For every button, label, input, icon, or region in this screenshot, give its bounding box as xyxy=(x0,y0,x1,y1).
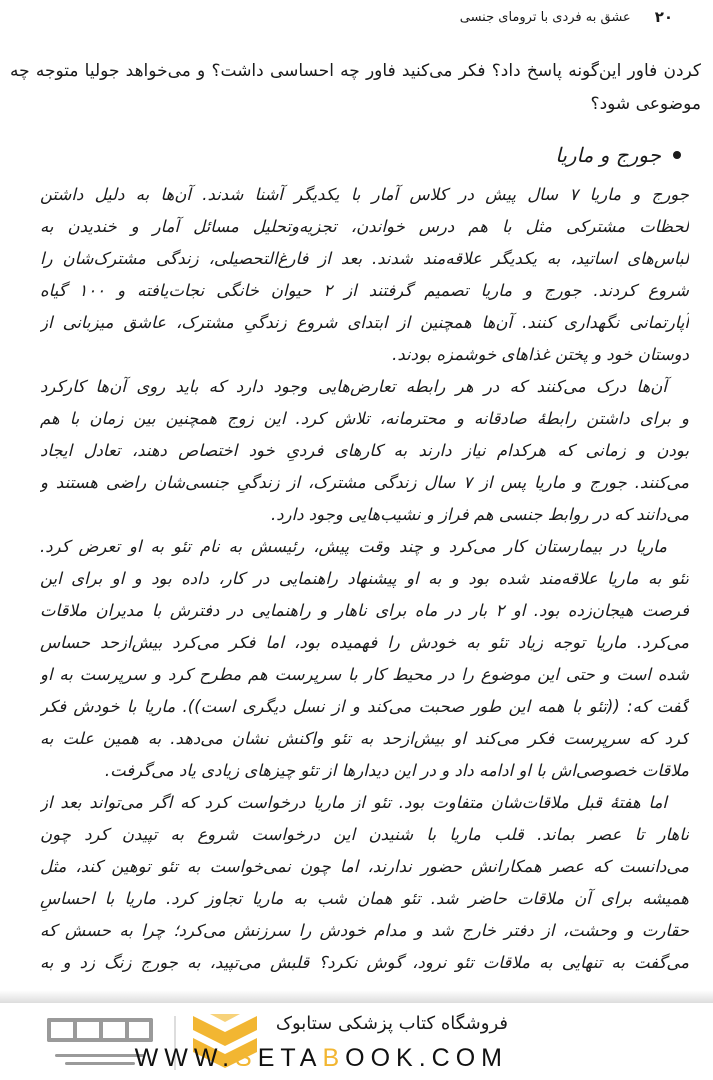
publisher-footer xyxy=(0,1003,713,1080)
text-line: می‌کرد. ماریا توجه زیاد تئو به خودش را فهمیده بود، اما فکر می‌کرد بیش‌ازحد حساس xyxy=(40,633,689,652)
text-line: فرصت هیجان‌زده بود. او ۲ بار در ماه برای ناهار و راهنمایی در دفترش با مدیران ملاقات xyxy=(40,601,689,620)
text-line: دوستان خود و پختن غذاهای خوشمزه بودند. xyxy=(392,345,689,364)
text-line: ماریا در بیمارستان کار می‌کرد و چند وقت پیش، رئیسش به نام تئو به او تعرض کرد. xyxy=(40,537,667,556)
text-line: کردن فاور این‌گونه پاسخ داد؟ فکر می‌کنید فاور چه احساسی داشت؟ و می‌خواهد جولیا متوجه چه xyxy=(10,61,701,81)
text-line: می‌گفت به تنهایی به ملاقات تئو نرود، گوش نکرد؟ قلبش می‌تپید، به جورج زنگ زد و به xyxy=(40,953,689,972)
text-line: بودن و زمانی که هرکدام نیاز دارند به کارهای فردیِ خود اختصاص دهند، تعادل ایجاد xyxy=(40,441,689,460)
bullet-icon xyxy=(673,151,681,159)
store-name: فروشگاه کتاب پزشکی ستابوک xyxy=(275,1013,508,1034)
store-url[interactable]: WWW.SETABOOK.COM xyxy=(134,1044,508,1072)
section-heading-text: جورج و ماریا xyxy=(555,143,661,167)
text-line: و برای داشتن رابطۀ صادقانه و محترمانه، تلاش کرد. این زوج همچنین بین زمان با هم xyxy=(40,409,689,428)
text-line: شروع کردند. جورج و ماریا تصمیم گرفتند از ۲ حیوان خانگی نجات‌یافته و ۱۰۰ گیاه xyxy=(40,281,689,300)
text-line: شده است و حتی این موضوع را در محیط کار با سرپرست هم مطرح کرد و سرپرست به او xyxy=(40,665,689,684)
text-line: می‌کنند. جورج و ماریا پس از ۷ سال زندگی مشترک، از زندگیِ جنسی‌شان راضی هستند و xyxy=(40,473,689,492)
text-line: آن‌ها درک می‌کنند که در هر رابطه تعارض‌هایی وجود دارد که باید روی آن‌ها کارکرد xyxy=(40,377,667,396)
case-study-body xyxy=(40,179,689,979)
text-line: موضوعی شود؟ xyxy=(590,94,701,114)
section-heading xyxy=(555,143,681,167)
scroll-fade xyxy=(0,990,713,1003)
text-line: ملاقات خصوصی‌اش با او ادامه داد و در این دیدارها از تئو چیزهای زیادی یاد می‌گرفت. xyxy=(104,761,689,780)
text-line: جورج و ماریا ۷ سال پیش در کلاس آمار با یکدیگر آشنا شدند. آن‌ها به دلیل داشتن xyxy=(40,185,689,204)
paragraph xyxy=(40,531,689,787)
text-line: آپارتمانی نگهداری کنند. آن‌ها همچنین از ابتدای شروع زندگیِ مشترک، عاشق میزبانی از xyxy=(40,313,689,332)
text-line: تئو به ماریا علاقه‌مند شده بود و به او پیشنهاد راهنمایی در کار، داده بود و او برای این xyxy=(40,569,689,588)
text-line: همیشه برای آن ملاقات حاضر شد. تئو همان شب به ماریا تجاوز کرد. ماریا با احساسِ xyxy=(40,889,689,908)
text-line: گفت که: ((تئو با همه این طور صحبت می‌کند و از نسل دیگری است)). ماریا با خودش فکر xyxy=(40,697,689,716)
text-line: لباس‌های اساتید، به یکدیگر علاقه‌مند شدند. بعد از فارغ‌التحصیلی، زندگی مشترک‌شان را xyxy=(40,249,689,268)
paragraph xyxy=(40,787,689,979)
text-line: ناهار تا عصر بماند. قلب ماریا با شنیدن این درخواست شروع به تپیدن کرد چون xyxy=(40,825,689,844)
page-number: ۲۰ xyxy=(654,8,673,26)
intro-text xyxy=(10,55,701,121)
text-line: می‌دانند که در روابط جنسی هم فراز و نشیب‌هایی وجود دارد. xyxy=(271,505,689,524)
text-line: می‌دانست که عصر همکارانش حضور ندارند، اما چون نمی‌خواست به تئو توهین کند، مثل xyxy=(40,857,689,876)
paragraph xyxy=(40,179,689,371)
text-line: اما هفتۀ قبل ملاقات‌شان متفاوت بود. تئو از ماریا درخواست کرد که اگر می‌تواند بعد از xyxy=(40,793,667,812)
text-line: لحظات مشترکی مثل با هم درس خواندن، تجزیه‌وتحلیل مسائل آمار و خندیدن به xyxy=(40,217,689,236)
paragraph xyxy=(40,371,689,531)
text-line: حقارت و وحشت، از دفتر خارج شد و مدام خودش را سرزنش می‌کرد؛ چرا به حسش که xyxy=(40,921,689,940)
running-header xyxy=(460,8,673,26)
text-line: کرد که سرپرست فکر می‌کند او بیش‌ازحد به تئو واکنش نشان می‌دهد. به همین علت به xyxy=(40,729,689,748)
running-title: عشق به فردی با ترومای جنسی xyxy=(459,9,631,25)
